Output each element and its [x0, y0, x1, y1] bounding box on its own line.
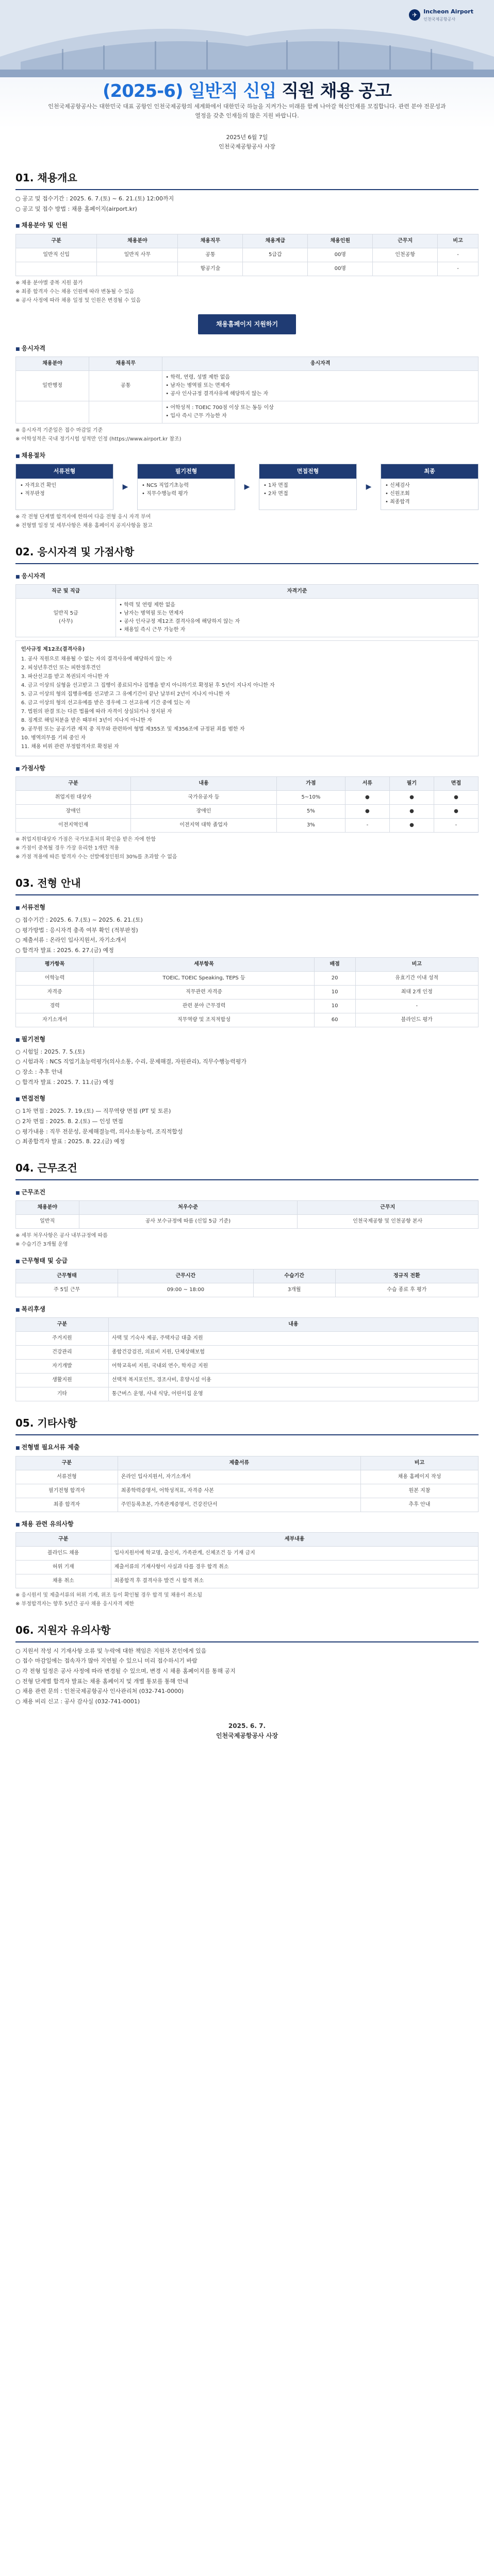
table-header-cell: 응시자격	[162, 357, 479, 370]
table-cell: 추후 안내	[360, 1498, 478, 1512]
subsection-title: ■ 서류전형	[15, 903, 479, 912]
table-cell: 일반직 사무	[97, 248, 178, 262]
table-cell: 60	[314, 1013, 355, 1027]
table-cell: 필기전형 합격자	[16, 1484, 118, 1498]
table-cell: 블라인드 채용	[16, 1546, 111, 1560]
subsection-title: ■ 면접전형	[15, 1094, 479, 1104]
table-cell: 일반직 5급 (사무)	[16, 598, 116, 637]
page-title-rest: 직원 채용 공고	[276, 81, 391, 101]
table-row	[16, 1283, 479, 1297]
subsection-title: ■ 채용절차	[15, 451, 479, 461]
table-cell: ●	[389, 805, 434, 819]
table-row	[16, 1546, 479, 1560]
table-cell: TOEIC, TOEIC Speaking, TEPS 등	[94, 971, 314, 985]
logo-sub: 인천국제공항공사	[423, 16, 456, 22]
apply-button[interactable]: 채용홈페이지 지원하기	[198, 314, 296, 334]
table-row	[16, 791, 479, 805]
section-title: 03. 전형 안내	[15, 875, 479, 895]
table-row	[16, 1484, 479, 1498]
table-cell	[373, 262, 438, 276]
table-header-cell: 제출서류	[118, 1456, 360, 1470]
table-cell: 수습 종료 후 평가	[335, 1283, 478, 1297]
table-cell: 통근버스 운영, 사내 식당, 어린이집 운영	[108, 1387, 478, 1401]
table-cell: 국가유공자 등	[131, 791, 277, 805]
table-cell: 기타	[16, 1387, 109, 1401]
table-header-cell: 채용분야	[16, 357, 89, 370]
table-cell: ●	[389, 791, 434, 805]
table-cell: 사택 및 기숙사 제공, 주택자금 대출 지원	[108, 1332, 478, 1346]
table-cell: 공사 보수규정에 따름 (신입 5급 기준)	[79, 1214, 297, 1228]
section-title: 06. 지원자 유의사항	[15, 1622, 479, 1642]
table-row	[16, 1360, 479, 1374]
recruit-period-info	[15, 194, 479, 213]
subsection-title: ■ 응시자격	[15, 344, 479, 353]
table-header-cell: 자격기준	[116, 584, 479, 598]
table-cell: 서류전형	[16, 1470, 118, 1484]
note-item: ※ 각 전형 단계별 합격자에 한하여 다음 전형 응시 자격 부여	[15, 514, 151, 520]
page-title-accent: (2025-6) 일반직 신입	[103, 81, 276, 101]
table-cell: 유효기간 이내 성적	[355, 971, 479, 985]
table-row	[16, 1374, 479, 1387]
table-header-cell: 정규직 전환	[335, 1269, 478, 1283]
note-item: ○ 1차 면접 : 2025. 7. 19.(토) — 직무역량 면접 (PT 및 토론)	[15, 1108, 171, 1115]
table-header-cell: 가점	[276, 777, 345, 791]
subsection-title: ■ 근무형태 및 승급	[15, 1256, 479, 1266]
table-cell: 00명	[308, 248, 373, 262]
note-item: ○ 2차 면접 : 2025. 8. 2.(토) — 인성 면접	[15, 1118, 123, 1125]
table-cell: 이전지역 대학 졸업자	[131, 819, 277, 833]
document-screening-info	[15, 916, 479, 955]
process-step	[259, 464, 357, 510]
arrow-right-icon: ▶	[244, 482, 250, 491]
table-cell: 인천공항	[373, 248, 438, 262]
qualification-table	[15, 357, 479, 423]
table-row	[16, 248, 479, 262]
table-cell: 최종합격 후 결격사유 발견 시 합격 취소	[111, 1574, 479, 1588]
etc-table	[15, 1532, 479, 1588]
table-header-cell: 내용	[131, 777, 277, 791]
note-item: ○ 최종합격자 발표 : 2025. 8. 22.(금) 예정	[15, 1138, 125, 1145]
table-header-cell: 배점	[314, 957, 355, 971]
note-item: ※ 부정합격자는 향후 5년간 공사 채용 응시자격 제한	[15, 1601, 135, 1607]
note-item: ※ 가점 적용에 따른 합격자 수는 선발예정인원의 30%를 초과할 수 없음	[15, 854, 177, 860]
table-cell: -	[438, 248, 479, 262]
table-cell: 직무역량 및 조직적합성	[94, 1013, 314, 1027]
note-item: ○ 지원서 작성 시 기재사항 오류 및 누락에 대한 책임은 지원자 본인에게 있음	[15, 1647, 207, 1654]
table-row	[16, 1560, 479, 1574]
table-cell: 10	[314, 985, 355, 999]
process-step-body: • 자격요건 확인 • 적부판정	[20, 482, 57, 497]
table-row	[16, 999, 479, 1013]
table-cell: 채용 홈페이지 작성	[360, 1470, 478, 1484]
process-step-title: 서류전형	[16, 464, 113, 479]
process-step	[15, 464, 113, 510]
table-cell: 제출서류의 기재사항이 사실과 다를 경우 합격 취소	[111, 1560, 479, 1574]
table-cell: 직무관련 자격증	[94, 985, 314, 999]
note-item: ○ 전형 단계별 합격자 발표는 채용 홈페이지 및 개별 통보를 통해 안내	[15, 1677, 188, 1685]
subsection-title: ■ 복리후생	[15, 1304, 479, 1314]
note-item: ※ 수습기간 3개월 운영	[15, 1241, 68, 1247]
table-row	[16, 1346, 479, 1360]
process-step-body: • NCS 직업기초능력 • 직무수행능력 평가	[142, 482, 189, 497]
note-item: ○ 평가방법 : 응시자격 충족 여부 확인 (적부판정)	[15, 926, 138, 934]
bonus-notes	[15, 836, 479, 861]
note-item: ○ 각 전형 일정은 공사 사정에 따라 변경될 수 있으며, 변경 시 채용 홈페이지를 통해 공지	[15, 1667, 236, 1674]
footer-org: 인천국제공항공사 사장	[216, 1732, 278, 1740]
note-item: ※ 채용 분야별 중복 지원 불가	[15, 280, 83, 286]
logo-name: Incheon Airport	[423, 8, 473, 15]
table-cell	[89, 401, 162, 423]
welfare-table	[15, 1317, 479, 1401]
note-item: 9. 공무원 또는 공공기관 재직 중 직무와 관련하여 형법 제355조 및 제356조에 규정된 죄를 범한 자	[21, 726, 245, 732]
note-item: ※ 최종 합격자 수는 채용 인원에 따라 변동될 수 있음	[15, 289, 135, 295]
table-row	[16, 1470, 479, 1484]
table-cell: 10	[314, 999, 355, 1013]
note-item: 6. 금고 이상의 형의 선고유예를 받은 경우에 그 선고유예 기간 중에 있는 자	[21, 700, 190, 706]
process-step-body: • 1차 면접 • 2차 면접	[264, 482, 288, 497]
table-cell: 일반직	[16, 1214, 79, 1228]
note-item: ※ 세부 처우사항은 공사 내부규정에 따름	[15, 1232, 108, 1239]
note-item: ○ 접수기간 : 2025. 6. 7.(토) ~ 2025. 6. 21.(토)	[15, 917, 143, 924]
footer-date: 2025. 6. 7.	[228, 1722, 266, 1730]
evaluation-table	[15, 957, 479, 1027]
table-cell: 00명	[308, 262, 373, 276]
table-cell: 주민등록초본, 가족관계증명서, 건강진단서	[118, 1498, 360, 1512]
note-item: ※ 응시자격 기준일은 접수 마감일 기준	[15, 427, 103, 433]
table-header-cell: 근무지	[297, 1200, 478, 1214]
table-cell	[16, 401, 89, 423]
table-header-cell: 구분	[16, 1456, 118, 1470]
table-header-cell: 근무지	[373, 234, 438, 248]
note-item: 2. 피성년후견인 또는 피한정후견인	[21, 665, 101, 671]
table-header-cell: 수습기간	[253, 1269, 335, 1283]
table-row	[16, 971, 479, 985]
table-cell: 최종 합격자	[16, 1498, 118, 1512]
subsection-title: ■ 응시자격	[15, 571, 479, 581]
table-header-cell: 비고	[355, 957, 479, 971]
table-cell: 5~10%	[276, 791, 345, 805]
airplane-icon: ✈	[409, 9, 420, 21]
table-header-cell: 구분	[16, 1318, 109, 1332]
table-cell	[97, 262, 178, 276]
table-header-cell: 처우수준	[79, 1200, 297, 1214]
qualification-notes	[15, 427, 479, 444]
table-cell: 장애인	[16, 805, 131, 819]
table-cell: 일반직 신입	[16, 248, 97, 262]
table-cell: 선택적 복지포인트, 경조사비, 휴양시설 이용	[108, 1374, 478, 1387]
table-cell: • 학력 및 연령 제한 없음 • 남자는 병역필 또는 면제자 • 공사 인사규정 제12조 결격사유에 해당하지 않는 자 • 채용일 즉시 근무 가능한 자	[116, 598, 479, 637]
table-cell: 원본 지참	[360, 1484, 478, 1498]
table-header-cell: 서류	[345, 777, 389, 791]
table-header-cell: 세부항목	[94, 957, 314, 971]
table-cell: 이전지역인재	[16, 819, 131, 833]
table-header-cell: 채용분야	[97, 234, 178, 248]
table-cell: 어학교육비 지원, 국내외 연수, 학자금 지원	[108, 1360, 478, 1374]
process-step-body: • 신체검사 • 신원조회 • 최종합격	[385, 482, 410, 505]
table-header-cell: 면접	[434, 777, 478, 791]
table-cell: ●	[389, 819, 434, 833]
table-cell: 온라인 입사지원서, 자기소개서	[118, 1470, 360, 1484]
note-item: ※ 어학성적은 국내 정기시험 성적만 인정 (https://www.airport.kr 참조)	[15, 436, 182, 442]
arrow-right-icon: ▶	[366, 482, 372, 491]
logo	[409, 7, 473, 23]
section-title: 02. 응시자격 및 가점사항	[15, 544, 479, 564]
table-cell: 공통	[178, 248, 243, 262]
process-step-title: 필기전형	[138, 464, 235, 479]
table-cell: 주거지원	[16, 1332, 109, 1346]
table-cell: 자격증	[16, 985, 94, 999]
note-item: 1. 공사 직원으로 채용될 수 없는 자의 결격사유에 해당하지 않는 자	[21, 656, 172, 662]
note-item: ○ 접수 마감일에는 접속자가 많아 지연될 수 있으니 미리 접수하시기 바람	[15, 1657, 197, 1665]
table-row	[16, 805, 479, 819]
footer	[15, 1721, 479, 1741]
table-header-cell: 비고	[438, 234, 479, 248]
table-cell: 종합건강검진, 의료비 지원, 단체상해보험	[108, 1346, 478, 1360]
note-item: 5. 금고 이상의 형의 집행유예를 선고받고 그 유예기간이 끝난 날부터 2년이 지나지 아니한 자	[21, 691, 230, 697]
table-cell: 3개월	[253, 1283, 335, 1297]
bonus-table	[15, 776, 479, 833]
written-exam-info	[15, 1047, 479, 1087]
note-item: ○ 합격자 발표 : 2025. 6. 27.(금) 예정	[15, 947, 114, 954]
subsection-title: ■ 채용분야 및 인원	[15, 221, 479, 230]
table-cell: 최종학력증명서, 어학성적표, 자격증 사본	[118, 1484, 360, 1498]
subsection-title: ■ 근무조건	[15, 1188, 479, 1197]
table-cell: 5급갑	[243, 248, 308, 262]
process-notes	[15, 513, 479, 530]
table-row	[16, 370, 479, 401]
table-row	[16, 401, 479, 423]
qualification-criteria-table	[15, 584, 479, 637]
table-row	[16, 598, 479, 637]
note-item: 4. 금고 이상의 실형을 선고받고 그 집행이 종료되거나 집행을 받지 아니하기로 확정된 후 5년이 지나지 아니한 자	[21, 682, 275, 688]
table-cell: 자기소개서	[16, 1013, 94, 1027]
subsection-title: ■ 가점사항	[15, 764, 479, 773]
table-header-cell: 내용	[108, 1318, 478, 1332]
table-cell	[243, 262, 308, 276]
table-cell: 5%	[276, 805, 345, 819]
table-cell: -	[355, 999, 479, 1013]
note-item: ○ 합격자 발표 : 2025. 7. 11.(금) 예정	[15, 1078, 114, 1086]
table-cell: ●	[434, 805, 478, 819]
process-step	[137, 464, 235, 510]
table-header-cell: 채용직무	[178, 234, 243, 248]
table-cell: 주 5일 근무	[16, 1283, 118, 1297]
table-header-cell: 구분	[16, 234, 97, 248]
interview-info	[15, 1107, 479, 1146]
table-cell: 일반행정	[16, 370, 89, 401]
applicant-notes	[15, 1647, 479, 1706]
table-cell: 3%	[276, 819, 345, 833]
note-item: ○ 장소 : 추후 안내	[15, 1069, 63, 1076]
process-step-title: 면접전형	[259, 464, 356, 479]
table-cell: 자기개발	[16, 1360, 109, 1374]
table-cell: 항공기술	[178, 262, 243, 276]
note-item: ※ 취업지원대상자 가점은 국가보훈처의 확인을 받은 자에 한함	[15, 837, 156, 843]
table-cell: 최대 2개 인정	[355, 985, 479, 999]
table-cell: 어학능력	[16, 971, 94, 985]
table-header-cell: 세부내용	[111, 1532, 479, 1546]
section-title: 01. 채용개요	[15, 170, 479, 190]
method-text: ○ 공고 및 접수 방법 : 채용 홈페이지(airport.kr)	[15, 205, 137, 212]
table-cell: 관련 분야 근무경력	[94, 999, 314, 1013]
note-item: ○ 시험일 : 2025. 7. 5.(토)	[15, 1048, 85, 1055]
table-cell: 생활지원	[16, 1374, 109, 1387]
table-header-cell: 구분	[16, 1532, 111, 1546]
table-header-cell: 채용직무	[89, 357, 162, 370]
field-notes	[15, 279, 479, 305]
process-step-title: 최종	[381, 464, 478, 479]
note-item: ○ 제출서류 : 온라인 입사지원서, 자기소개서	[15, 937, 126, 944]
table-header-cell: 근무형태	[16, 1269, 118, 1283]
pay-table	[15, 1200, 479, 1229]
table-row	[16, 1387, 479, 1401]
note-item: ※ 응시원서 및 제출서류의 허위 기재, 위조 등이 확인될 경우 합격 및 채용이 취소됨	[15, 1592, 203, 1598]
table-cell: -	[434, 819, 478, 833]
note-item: ○ 채용 비리 신고 : 공사 감사실 (032-741-0001)	[15, 1698, 140, 1705]
note-item: 11. 채용 비위 관련 부정합격자로 확정된 자	[21, 743, 119, 750]
note-item: ○ 채용 관련 문의 : 인천국제공항공사 인사관리처 (032-741-0000)	[15, 1688, 184, 1695]
subsection-title: ■ 채용 관련 유의사항	[15, 1519, 479, 1529]
table-cell: 장애인	[131, 805, 277, 819]
table-row	[16, 819, 479, 833]
etc-notes	[15, 1591, 479, 1608]
table-cell: • 학력, 연령, 성별 제한 없음 • 남자는 병역필 또는 면제자 • 공사 인사규정 결격사유에 해당하지 않는 자	[162, 370, 479, 401]
disqualification-title: 인사규정 제12조(결격사유)	[21, 646, 85, 652]
note-item: 3. 파산선고를 받고 복권되지 아니한 자	[21, 673, 109, 680]
table-cell: 허위 기재	[16, 1560, 111, 1574]
table-cell: 채용 취소	[16, 1574, 111, 1588]
arrow-right-icon: ▶	[122, 482, 128, 491]
note-item: 8. 징계로 해임처분을 받은 때부터 3년이 지나지 아니한 자	[21, 717, 152, 723]
page-title	[0, 77, 494, 105]
table-row	[16, 1498, 479, 1512]
table-cell: 20	[314, 971, 355, 985]
announce-org: 인천국제공항공사 사장	[219, 143, 275, 150]
subsection-title: ■ 필기전형	[15, 1035, 479, 1044]
table-cell: 입사지원서에 학교명, 출신지, 가족관계, 신체조건 등 기재 금지	[111, 1546, 479, 1560]
table-cell: -	[438, 262, 479, 276]
table-header-cell: 채용계급	[243, 234, 308, 248]
note-item: 7. 법원의 판결 또는 다른 법률에 따라 자격이 상실되거나 정지된 자	[21, 708, 172, 715]
documents-table	[15, 1456, 479, 1512]
table-cell: 건강관리	[16, 1346, 109, 1360]
table-cell: 공통	[89, 370, 162, 401]
table-header-cell: 채용인원	[308, 234, 373, 248]
process-step	[381, 464, 479, 510]
note-item: ※ 전형별 일정 및 세부사항은 채용 홈페이지 공지사항을 참고	[15, 522, 153, 529]
note-item: 10. 병역의무를 기피 중인 자	[21, 735, 86, 741]
table-row	[16, 1574, 479, 1588]
pay-notes	[15, 1232, 479, 1249]
table-row	[16, 1214, 479, 1228]
table-cell: ●	[434, 791, 478, 805]
table-cell: ●	[345, 805, 389, 819]
table-cell: 블라인드 평가	[355, 1013, 479, 1027]
process-flow	[15, 464, 479, 510]
table-cell: 취업지원 대상자	[16, 791, 131, 805]
disqualification-box	[15, 640, 479, 756]
table-row	[16, 1013, 479, 1027]
table-header-cell: 근무시간	[118, 1269, 254, 1283]
table-cell: -	[345, 819, 389, 833]
note-item: ※ 공사 사정에 따라 채용 일정 및 인원은 변경될 수 있음	[15, 297, 141, 303]
field-table	[15, 234, 479, 276]
hero-description: 인천국제공항공사는 대한민국 대표 공항인 인천국제공항의 세계화에서 대한민국 하늘을 지켜가는 미래를 함께 나아갈 혁신인재를 모집합니다. 관련 분야 전문성과 열정을 갖춘 인재들의 많은 지원 바랍니다.	[48, 103, 446, 119]
note-item: ○ 평가내용 : 직무 전문성, 문제해결능력, 의사소통능력, 조직적합성	[15, 1128, 183, 1135]
hero-banner	[0, 0, 494, 129]
table-header-cell: 직군 및 직급	[16, 584, 116, 598]
note-item: ○ 시험과목 : NCS 직업기초능력평가(의사소통, 수리, 문제해결, 자원관리), 직무수행능력평가	[15, 1058, 247, 1065]
table-header-cell: 채용분야	[16, 1200, 79, 1214]
table-cell: • 어학성적 : TOEIC 700점 이상 또는 동등 이상 • 입사 즉시 근무 가능한 자	[162, 401, 479, 423]
note-item: ※ 가점이 중복될 경우 가장 유리한 1개만 적용	[15, 845, 120, 852]
table-cell: 인천국제공항 및 인천공항 본사	[297, 1214, 478, 1228]
table-row	[16, 985, 479, 999]
table-cell	[16, 262, 97, 276]
table-row	[16, 262, 479, 276]
table-row	[16, 1332, 479, 1346]
period-text: ○ 공고 및 접수기간 : 2025. 6. 7.(토) ~ 6. 21.(토) 12:00까지	[15, 195, 174, 202]
section-title: 05. 기타사항	[15, 1415, 479, 1435]
table-header-cell: 구분	[16, 777, 131, 791]
table-cell: 09:00 ~ 18:00	[118, 1283, 254, 1297]
grade-table	[15, 1269, 479, 1297]
table-header-cell: 평가항목	[16, 957, 94, 971]
subsection-title: ■ 전형별 필요서류 제출	[15, 1443, 479, 1452]
section-title: 04. 근무조건	[15, 1160, 479, 1180]
table-header-cell: 비고	[360, 1456, 478, 1470]
table-cell: 경력	[16, 999, 94, 1013]
table-cell: ●	[345, 791, 389, 805]
announce-date: 2025년 6월 7일	[226, 134, 268, 141]
table-header-cell: 필기	[389, 777, 434, 791]
